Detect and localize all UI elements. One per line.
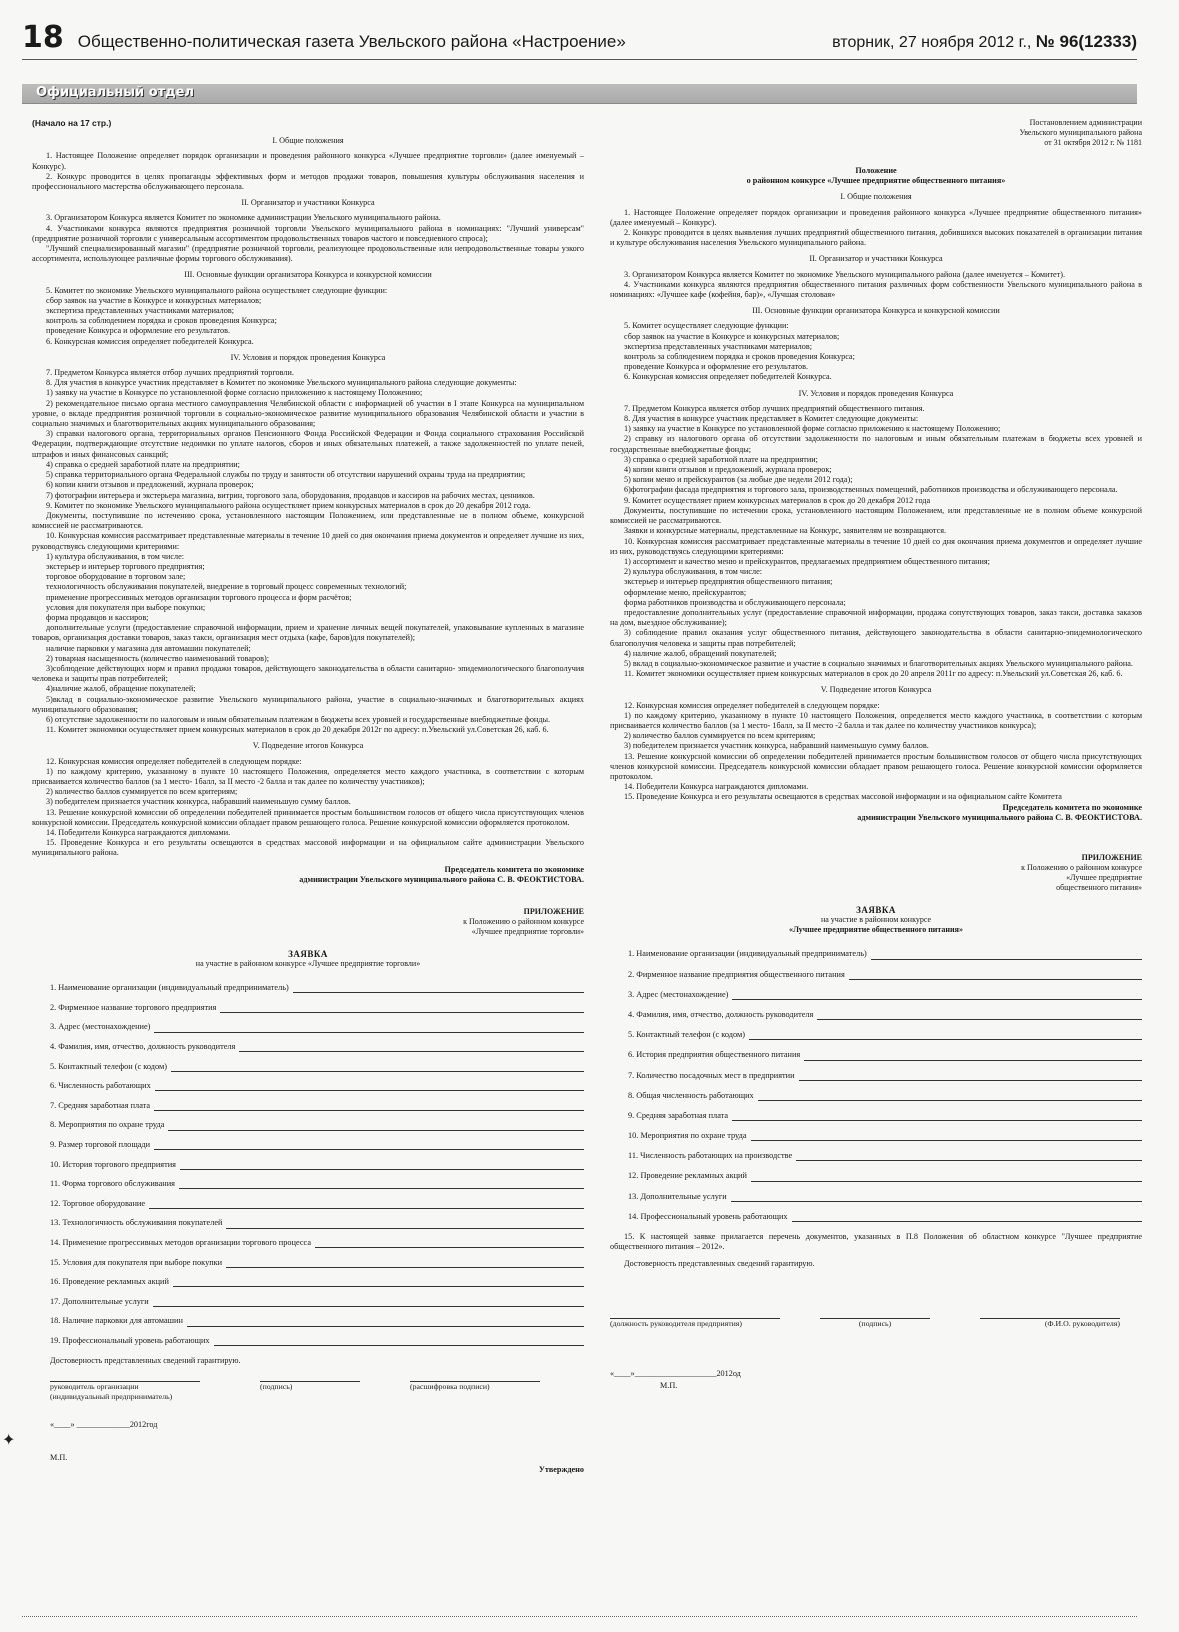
paragraph: 5. Комитет по экономике Увельского муниципального района осуществляет следующие функции: bbox=[46, 285, 388, 295]
form-field-line[interactable] bbox=[817, 1011, 1142, 1020]
form-field-label: 2. Фирменное название торгового предприятия bbox=[50, 1002, 217, 1012]
form-field[interactable] bbox=[50, 1140, 584, 1150]
heading: III. Основные функции организатора Конкурса и конкурсной комиссии bbox=[184, 270, 432, 280]
form-field-label: 12. Торговое оборудование bbox=[50, 1198, 146, 1208]
form-field-label: 12. Проведение рекламных акций bbox=[628, 1171, 747, 1181]
form-field-label: 8. Общая численность работающих bbox=[628, 1090, 754, 1100]
form-field-line[interactable] bbox=[226, 1220, 584, 1229]
paragraph: 10. Конкурсная комиссия рассматривает представленные материалы в течение 10 дней со дня окончания приема документов и определяет лучшие из них, руководствуясь следующими критериями: bbox=[32, 531, 584, 551]
form-field-label: 14. Применение прогрессивных методов организации торгового процесса bbox=[50, 1237, 311, 1247]
form-subtitle: на участие в районном конкурсе «Лучшее предприятие торговли» bbox=[195, 959, 421, 969]
paragraph: 12. Конкурсная комиссия определяет победителей в следующем порядке: bbox=[624, 700, 880, 710]
form-field-line[interactable] bbox=[792, 1213, 1142, 1222]
date-line: «____»____________________2012од bbox=[610, 1369, 741, 1379]
signature-name: администрации Увельского муниципального района С. В. ФЕОКТИСТОВА. bbox=[857, 812, 1142, 822]
form-field-label: 5. Контактный телефон (с кодом) bbox=[50, 1061, 168, 1071]
form-field[interactable] bbox=[50, 1042, 584, 1052]
paragraph: 15. Проведение Конкурса и его результаты освещаются в средствах массовой информации и на официальном сайте администрации Увельского муниципального района. bbox=[32, 838, 584, 858]
section-bar bbox=[22, 84, 1137, 104]
paragraph: 4. Участниками конкурса являются предприятия розничной торговли Увельского муниципального района в номинациях: "Лучший универсам" (предприятие розничной торговли с универсальным ассортиментом продовольственных товаров частого и повседневного спроса); bbox=[32, 223, 584, 243]
signature-row: (должность руководителя предприятия) (подпись) (Ф.И.О. руководителя) bbox=[610, 1309, 1142, 1329]
paragraph: 10. Конкурсная комиссия рассматривает представленные материалы в течение 10 дней со дня окончания приема документов и определяет лучшие из них, руководствуясь следующими критериями: bbox=[610, 536, 1142, 556]
paragraph: 14. Победители Конкурса награждаются дипломами. bbox=[624, 782, 809, 792]
signature-line[interactable] bbox=[980, 1309, 1120, 1319]
paragraph: технологичность обслуживания покупателей, внедрение в торговый процесс современных технологий; bbox=[46, 582, 407, 592]
paragraph: 4) справка о средней заработной плате на предприятии; bbox=[46, 459, 240, 469]
form-field-label: 17. Дополнительные услуги bbox=[50, 1296, 149, 1306]
form-field-line[interactable] bbox=[154, 1024, 584, 1033]
paragraph: 13. Решение конкурсной комиссии об определении победителей принимается простым большинством голосов от общего числа присутствующих членов конкурсной комиссии. Председатель конкурсной комиссии обладает правом решающего голоса. Решение конкурсной комиссии оформляется протоколом. bbox=[32, 807, 584, 827]
form-field-label: 1. Наименование организации (индивидуальный предприниматель) bbox=[628, 949, 867, 959]
paragraph: 2) товарная насыщенность (количество наименований товаров); bbox=[46, 653, 270, 663]
paragraph: 8. Для участия в конкурсе участник представляет в Комитет по экономике Увельского муниципального района следующие документы: bbox=[46, 378, 517, 388]
paragraph: 5) вклад в социально-экономическое развитие и участие в социально значимых и благотворительных акциях Увельского муниципального района. bbox=[624, 658, 1133, 668]
guarantee-text: Достоверность представленных сведений гарантирую. bbox=[624, 1258, 815, 1268]
paragraph: дополнительные услуги (предоставление справочной информации, прием и хранение личных вещей покупателей, упаковывание купленных в магазине товаров, организация доставки товаров, заказ такси, организация мест отдыха (кафе, баров)для покупателей); bbox=[32, 623, 584, 643]
form-field-line[interactable] bbox=[849, 971, 1142, 980]
paragraph: сбор заявок на участие в Конкурсе и конкурсных материалов; bbox=[624, 331, 840, 341]
form-field-label: 11. Форма торгового обслуживания bbox=[50, 1179, 175, 1189]
form-field[interactable] bbox=[50, 1179, 584, 1189]
form-field-label: 10. История торгового предприятия bbox=[50, 1159, 176, 1169]
application-form bbox=[32, 983, 584, 1346]
paragraph: 11. Комитет экономики осуществляет прием конкурсных материалов в срок до 20 декабря 2012г по адресу: п.Увельский ул.Советская 26, каб. 6. bbox=[46, 725, 549, 735]
paragraph: 3) справки налогового органа, территориальных органов Пенсионного Фонда Российской Федерации и Фонда социального страхования Российской Федерации, подтверждающие отсутствие недоимки по уплате налогов, сборов и иных обязательных платежей, а также задолженностей по уплате пеней, штрафов и иных финансовых санкций; bbox=[32, 429, 584, 459]
guarantee-text: Достоверность представленных сведений гарантирую. bbox=[50, 1355, 241, 1365]
paragraph: 6) отсутствие задолженности по налоговым и иным обязательным платежам в бюджеты всех уровней и государственные внебюджетные фонды. bbox=[46, 714, 551, 724]
form-field[interactable] bbox=[50, 1101, 584, 1111]
heading: IV. Условия и порядок проведения Конкурса bbox=[798, 388, 954, 398]
form-field-label: 1. Наименование организации (индивидуальный предприниматель) bbox=[50, 983, 289, 993]
heading: I. Общие положения bbox=[840, 192, 912, 202]
paragraph: 1) культура обслуживания, в том числе: bbox=[46, 551, 185, 561]
paragraph: 1. Настоящее Положение определяет порядок организации и проведения районного конкурса «Лучшее предприятие торговли» (далее именуемый – Конкурс). bbox=[32, 151, 584, 171]
section-title: Официальный отдел bbox=[36, 85, 194, 100]
form-field[interactable] bbox=[628, 1212, 1142, 1222]
paragraph: 3) победителем признается участник конкурса, набравший наименьшую сумму баллов. bbox=[624, 741, 929, 751]
form-field-line[interactable] bbox=[239, 1043, 584, 1052]
signature-title: Председатель комитета по экономике bbox=[444, 864, 584, 874]
paragraph: 6. Конкурсная комиссия определяет победителей Конкурса. bbox=[46, 336, 254, 346]
signature-row: руководитель организации (индивидуальный предприниматель) (подпись) (расшифровка подписи) bbox=[50, 1372, 584, 1402]
paragraph: экспертиза представленных участниками материалов; bbox=[46, 306, 234, 316]
stamp-place: М.П. bbox=[50, 1452, 68, 1462]
form-field-label: 11. Численность работающих на производстве bbox=[628, 1151, 793, 1161]
form-field[interactable] bbox=[628, 990, 1142, 1000]
form-field[interactable] bbox=[50, 1317, 584, 1327]
form-field-label: 13. Дополнительные услуги bbox=[628, 1191, 727, 1201]
paragraph: проведение Конкурса и оформление его результатов. bbox=[46, 326, 231, 336]
paragraph: 3. Организатором Конкурса является Комитет по экономике Увельского муниципального района (далее именуется – Комитет). bbox=[624, 269, 1066, 279]
paragraph: Заявки и конкурсные материалы, представленные на Конкурс, заявителям не возвращаются. bbox=[624, 526, 947, 536]
form-field-line[interactable] bbox=[751, 1132, 1142, 1141]
paragraph: 5) копии меню и прейскурантов (за любые две недели 2012 года); bbox=[624, 475, 853, 485]
paragraph: 13. Решение конкурсной комиссии об определении победителей принимается простым большинством голосов от общего числа присутствующих членов конкурсной комиссии. Председатель конкурсной комиссии обладает правом решающего голоса. Решение конкурсной комиссии оформляется протоколом. bbox=[610, 751, 1142, 781]
form-field[interactable] bbox=[628, 1030, 1142, 1040]
application-form bbox=[610, 950, 1142, 1222]
paragraph: контроль за соблюдением порядка и сроков проведения Конкурса; bbox=[46, 316, 277, 326]
decree-reference: Постановлением администрации Увельского муниципального района от 31 октября 2012 г. № 1181 bbox=[1019, 118, 1142, 147]
paragraph: "Лучший специализированный магазин" (предприятие розничной торговли, реализующее продовольственные или непродовольственные товары узкого ассортимента, использующее различные формы торгового обслуживания). bbox=[32, 244, 584, 264]
form-field[interactable] bbox=[628, 1131, 1142, 1141]
paragraph: 1) заявку на участие в Конкурсе по установленной форме согласно приложению к настоящему Положению; bbox=[46, 388, 423, 398]
paragraph: наличие парковки у магазина для автомашин покупателей; bbox=[46, 643, 251, 653]
form-field-line[interactable] bbox=[293, 984, 584, 993]
form-field-line[interactable] bbox=[226, 1259, 584, 1268]
form-subtitle: на участие в районном конкурсе bbox=[820, 915, 932, 925]
issue-date: вторник, 27 ноября 2012 г., № 96(12333) bbox=[832, 32, 1137, 51]
paragraph: 12. Конкурсная комиссия определяет победителей в следующем порядке: bbox=[46, 756, 302, 766]
form-field[interactable] bbox=[628, 1051, 1142, 1061]
paragraph: 2) культура обслуживания, в том числе: bbox=[624, 567, 763, 577]
form-field-line[interactable] bbox=[171, 1063, 584, 1072]
form-field-line[interactable] bbox=[155, 1082, 584, 1091]
paragraph: условия для покупателя при выборе покупки; bbox=[46, 602, 206, 612]
paragraph: 7) фотографии интерьера и экстерьера магазина, витрин, торгового зала, оборудования, продавцов и кассиров на рабочих местах, ценников. bbox=[46, 490, 535, 500]
paragraph: 6. Конкурсная комиссия определяет победителей Конкурса. bbox=[624, 372, 832, 382]
heading: II. Организатор и участники Конкурса bbox=[241, 198, 375, 208]
form-field-label: 19. Профессиональный уровень работающих bbox=[50, 1335, 210, 1345]
form-field-label: 8. Мероприятия по охране труда bbox=[50, 1120, 165, 1130]
signature-title: Председатель комитета по экономике bbox=[1002, 802, 1142, 812]
form-field-line[interactable] bbox=[315, 1239, 584, 1248]
paragraph: 6) копии книги отзывов и предложений, журнала проверок; bbox=[46, 480, 254, 490]
form-field[interactable] bbox=[50, 1199, 584, 1209]
form-field-line[interactable] bbox=[187, 1318, 584, 1327]
document-title: Положение bbox=[855, 166, 897, 175]
form-field-line[interactable] bbox=[168, 1122, 584, 1131]
paragraph: 9. Комитет по экономике Увельского муниципального района осуществляет прием конкурсных материалов в срок до 20 декабря 2012 года. bbox=[46, 500, 531, 510]
paragraph: Документы, поступившие по истечению срока, установленного настоящим Положением, или представленные не в полном объеме, конкурсной комиссией не рассматриваются. bbox=[32, 510, 584, 531]
form-title: ЗАЯВКА bbox=[288, 949, 328, 960]
form-field[interactable] bbox=[628, 950, 1142, 960]
paragraph: торговое оборудование в торговом зале; bbox=[46, 572, 186, 582]
form-field-label: 7. Количество посадочных мест в предприятии bbox=[628, 1070, 795, 1080]
form-field[interactable] bbox=[628, 1172, 1142, 1182]
form-field-line[interactable] bbox=[149, 1200, 584, 1209]
signature-line[interactable] bbox=[410, 1372, 540, 1382]
paragraph: 9. Комитет осуществляет прием конкурсных материалов в срок до 20 декабря 2012 года bbox=[624, 495, 931, 505]
paragraph: проведение Конкурса и оформление его результатов. bbox=[624, 362, 809, 372]
scan-mark-icon: ✦ bbox=[2, 1432, 16, 1449]
form-field-line[interactable] bbox=[154, 1102, 584, 1111]
form-field[interactable] bbox=[50, 1258, 584, 1268]
paragraph: 5. Комитет осуществляет следующие функции: bbox=[624, 321, 789, 331]
paragraph: 3) соблюдение правил оказания услуг общественного питания, действующего законодательства в области санитарно-эпидемиологического благополучия человека и защиты прав потребителей; bbox=[610, 628, 1142, 648]
form-field[interactable] bbox=[50, 1336, 584, 1346]
paragraph: контроль за соблюдением порядка и сроков проведения Конкурса; bbox=[624, 352, 855, 362]
paragraph: 3. Организатором Конкурса является Комитет по экономике администрации Увельского муниципального района. bbox=[46, 213, 441, 223]
form-field[interactable] bbox=[628, 1071, 1142, 1081]
form-field-line[interactable] bbox=[220, 1004, 584, 1013]
heading: V. Подведение итогов Конкурса bbox=[252, 741, 364, 751]
paragraph: 1) по каждому критерию, указанному в пункте 10 настоящего Положения, определяется место каждого участника, в соответствии с которым присваивается количество баллов (за 1 место- 1балл, за II место -2 балла и так далее по количеству участников конкурса); bbox=[610, 710, 1142, 730]
left-column bbox=[32, 118, 584, 1475]
paragraph: 4)наличие жалоб, обращение покупателей; bbox=[46, 684, 196, 694]
form-field-label: 3. Адрес (местонахождение) bbox=[628, 989, 729, 999]
form-field-line[interactable] bbox=[871, 951, 1142, 960]
paragraph: 4) наличие жалоб, обращений покупателей; bbox=[624, 648, 777, 658]
form-field[interactable] bbox=[628, 970, 1142, 980]
form-field-line[interactable] bbox=[796, 1152, 1142, 1161]
form-field-line[interactable] bbox=[153, 1298, 584, 1307]
form-field[interactable] bbox=[50, 1219, 584, 1229]
form-field-label: 15. Условия для покупателя при выборе покупки bbox=[50, 1257, 223, 1267]
heading: III. Основные функции организатора Конкурса и конкурсной комиссии bbox=[752, 306, 1000, 316]
paragraph: 6)фотографии фасада предприятия и торгового зала, производственных помещений, работников производства и обслуживающего персонала. bbox=[624, 485, 1118, 495]
continued-note: (Начало на 17 стр.) bbox=[32, 118, 112, 128]
paragraph: 2) справку из налогового органа об отсутствии задолженности по налоговым и иным обязательным платежам в бюджеты всех уровней и государственные внебюджетные фонды; bbox=[610, 434, 1142, 454]
form-field[interactable] bbox=[50, 1277, 584, 1287]
paragraph: 7. Предметом Конкурса является отбор лучших предприятий общественного питания. bbox=[624, 403, 925, 413]
paragraph: 3)соблюдение действующих норм и правил продажи товаров, действующего законодательства в области санитарно- эпидемиологического благополучия человека и защиты прав потребителей; bbox=[32, 663, 584, 684]
paragraph: 2. Конкурс проводится в целях выявления лучших предприятий общественного питания, добившихся высоких показателей в организации питания и культуре обслуживания населения Увельского муниципального района. bbox=[610, 228, 1142, 248]
form-field[interactable] bbox=[50, 1121, 584, 1131]
signature-line[interactable] bbox=[260, 1372, 360, 1382]
paragraph: экспертиза представленных участниками материалов; bbox=[624, 341, 812, 351]
form-field-label: 4. Фамилия, имя, отчество, должность руководителя bbox=[628, 1009, 814, 1019]
paragraph: экстерьер и интерьер торгового предприятия; bbox=[46, 561, 205, 571]
issue-number: № 96(12333) bbox=[1035, 32, 1137, 51]
paragraph: 4) копии книги отзывов и предложений, журнала проверок; bbox=[624, 465, 832, 475]
signature-line[interactable] bbox=[610, 1309, 780, 1319]
form-field[interactable] bbox=[50, 983, 584, 993]
paragraph: 11. Комитет экономики осуществляет прием конкурсных материалов в срок до 20 апреля 2011г по адресу: п.Увельский ул.Советская 26, каб. 6. bbox=[624, 669, 1123, 679]
paragraph: 2) количество баллов суммируется по всем критериям; bbox=[624, 731, 816, 741]
form-field-label: 10. Мероприятия по охране труда bbox=[628, 1131, 747, 1141]
date-line: «____» _____________2012год bbox=[50, 1420, 158, 1430]
paragraph: 4. Участниками конкурса являются предприятия общественного питания различных форм собственности Увельского муниципального района в номинациях: «Лучшее кафе (кофейня, бар)», «Лучшая столовая» bbox=[610, 279, 1142, 300]
form-field-label: 6. История предприятия общественного питания bbox=[628, 1050, 801, 1060]
paragraph: 2) рекомендательное письмо органа местного самоуправления Челябинской области с информацией об участии в I этапе Конкурса на муниципальном уровне, о вкладе предприятия розничной торговли в социально-экономическое развитие муниципального образования Челябинской области и участии в социально значимых и благотворительных акциях муниципального образования; bbox=[32, 398, 584, 429]
form-field[interactable] bbox=[628, 1151, 1142, 1161]
heading: I. Общие положения bbox=[272, 136, 344, 146]
form-field-line[interactable] bbox=[751, 1173, 1142, 1182]
form-subtitle: «Лучшее предприятие общественного питания» bbox=[789, 925, 963, 935]
form-field-line[interactable] bbox=[749, 1031, 1142, 1040]
form-field-label: 9. Средняя заработная плата bbox=[628, 1110, 729, 1120]
footer-rule bbox=[22, 1616, 1137, 1617]
form-field-line[interactable] bbox=[214, 1337, 584, 1346]
paragraph: 1. Настоящее Положение определяет порядок организации и проведения районного конкурса «Лучшее предприятие общественного питания» (далее именуемый – Конкурс). bbox=[610, 207, 1142, 227]
form-field[interactable] bbox=[50, 1081, 584, 1091]
right-column bbox=[610, 118, 1142, 1391]
paragraph: 1) по каждому критерию, указанному в пункте 10 настоящего Положения, определяется место каждого участника, в соответствии с которым присваивается количество баллов (за 1 место- 1балл, за II место -2 балла и так далее по количеству участников); bbox=[32, 766, 584, 786]
form-field-line[interactable] bbox=[799, 1072, 1142, 1081]
paragraph: 15. Проведение Конкурса и его результаты освещаются в средствах массовой информации и на официальном сайте Комитета bbox=[624, 792, 1062, 802]
paragraph: применение прогрессивных методов организации торгового процесса и форм расчётов; bbox=[46, 592, 352, 602]
masthead bbox=[22, 20, 1137, 60]
form-field[interactable] bbox=[50, 1160, 584, 1170]
form-field-label: 7. Средняя заработная плата bbox=[50, 1100, 151, 1110]
form-field-label: 14. Профессиональный уровень работающих bbox=[628, 1211, 788, 1221]
form-field[interactable] bbox=[628, 1091, 1142, 1101]
page-number: 18 bbox=[22, 20, 64, 55]
heading: II. Организатор и участники Конкурса bbox=[809, 254, 943, 264]
paragraph: 8. Для участия в конкурсе участник представляет в Комитет следующие документы: bbox=[624, 414, 919, 424]
form-field[interactable] bbox=[50, 1023, 584, 1033]
form-field-label: 9. Размер торговой площади bbox=[50, 1139, 151, 1149]
paragraph: оформление меню, прейскурантов; bbox=[624, 587, 747, 597]
form-field[interactable] bbox=[50, 1297, 584, 1307]
form-field-label: 3. Адрес (местонахождение) bbox=[50, 1022, 151, 1032]
form-field-line[interactable] bbox=[758, 1092, 1142, 1101]
paragraph: предоставление дополнительных услуг (предоставление справочной информации, продажа сопутствующих товаров, заказ такси, доставка заказов на дом, выездное обслуживание); bbox=[610, 607, 1142, 628]
form-field[interactable] bbox=[628, 1010, 1142, 1020]
form-field[interactable] bbox=[50, 1003, 584, 1013]
heading: V. Подведение итогов Конкурса bbox=[820, 685, 932, 695]
form-field-line[interactable] bbox=[731, 1193, 1142, 1202]
approved-label: Утверждено bbox=[538, 1464, 584, 1474]
paragraph: экстерьер и интерьер предприятия общественного питания; bbox=[624, 577, 833, 587]
stamp-place: М.П. bbox=[660, 1381, 678, 1391]
attachment-note: 15. К настоящей заявке прилагается перечень документов, указанных в П.8 Положения об областном конкурсе "Лучшее предприятие общественного питания – 2012». bbox=[610, 1232, 1142, 1252]
form-field[interactable] bbox=[628, 1192, 1142, 1202]
paragraph: Документы, поступившие по истечении срока, установленного настоящим Положением, или представленные не в полном объеме конкурсной комиссией не рассматриваются. bbox=[610, 505, 1142, 526]
paragraph: 1) ассортимент и качество меню и прейскурантов, предлагаемых предприятием общественного питания; bbox=[624, 556, 990, 566]
signature-line[interactable] bbox=[50, 1372, 200, 1382]
form-field-label: 18. Наличие парковки для автомашин bbox=[50, 1316, 183, 1326]
form-field-label: 6. Численность работающих bbox=[50, 1081, 151, 1091]
paragraph: 3) победителем признается участник конкурса, набравший наименьшую сумму баллов. bbox=[46, 797, 351, 807]
paragraph: форма работников производства и обслуживающего персонала; bbox=[624, 597, 846, 607]
form-field-line[interactable] bbox=[180, 1161, 584, 1170]
form-field-label: 2. Фирменное название предприятия общественного питания bbox=[628, 969, 845, 979]
signature-name: администрации Увельского муниципального района С. В. ФЕОКТИСТОВА. bbox=[299, 874, 584, 884]
paragraph: форма продавцов и кассиров; bbox=[46, 612, 149, 622]
paragraph: 1) заявку на участие в Конкурсе по установленной форме согласно приложению к настоящему Положению; bbox=[624, 424, 1001, 434]
form-field-label: 4. Фамилия, имя, отчество, должность руководителя bbox=[50, 1042, 236, 1051]
form-field-line[interactable] bbox=[732, 991, 1142, 1000]
paragraph: 5)вклад в социально-экономическое развитие Увельского муниципального района, участие в социально-значимых и благотворительных акциях муниципального образования; bbox=[32, 694, 584, 714]
paragraph: 2) количество баллов суммируется по всем критериям; bbox=[46, 787, 238, 797]
form-field-line[interactable] bbox=[179, 1180, 584, 1189]
form-field-label: 5. Контактный телефон (с кодом) bbox=[628, 1030, 746, 1040]
form-field-line[interactable] bbox=[154, 1141, 584, 1150]
form-field[interactable] bbox=[50, 1238, 584, 1248]
form-field-line[interactable] bbox=[732, 1112, 1142, 1121]
signature-line[interactable] bbox=[820, 1309, 930, 1319]
paragraph: 3) справка о средней заработной плате на предприятии; bbox=[624, 454, 818, 464]
form-field-label: 13. Технологичность обслуживания покупателей bbox=[50, 1218, 223, 1228]
form-field-line[interactable] bbox=[804, 1052, 1142, 1061]
paragraph: 5) справка территориального органа Федеральной службы по труду и занятости об отсутствии нарушений охраны труда на предприятии; bbox=[46, 470, 526, 480]
form-field[interactable] bbox=[50, 1062, 584, 1072]
paragraph: сбор заявок на участие в Конкурсе и конкурсных материалов; bbox=[46, 295, 262, 305]
heading: IV. Условия и порядок проведения Конкурса bbox=[230, 352, 386, 362]
paper-name: Общественно-политическая газета Увельского района «Настроение» bbox=[77, 32, 626, 51]
form-field-line[interactable] bbox=[173, 1278, 584, 1287]
paragraph: 14. Победители Конкурса награждаются дипломами. bbox=[46, 828, 231, 837]
paragraph: 7. Предметом Конкурса является отбор лучших предприятий торговли. bbox=[46, 368, 294, 378]
form-field-label: 16. Проведение рекламных акций bbox=[50, 1277, 169, 1287]
paragraph: 2. Конкурс проводится в целях пропаганды эффективных форм и методов продажи товаров, повышения культуры обслуживания населения и профессионального мастерства обслуживающего персонала. bbox=[32, 171, 584, 192]
form-title: ЗАЯВКА bbox=[856, 904, 896, 915]
document-subtitle: о районном конкурсе «Лучшее предприятие общественного питания» bbox=[746, 176, 1006, 186]
form-field[interactable] bbox=[628, 1111, 1142, 1121]
appendix-label: ПРИЛОЖЕНИЕ к Положению о районном конкурсе «Лучшее предприятие торговли» bbox=[463, 907, 584, 937]
appendix-label: ПРИЛОЖЕНИЕ к Положению о районном конкурсе «Лучшее предприятие общественного питания» bbox=[1021, 852, 1142, 892]
